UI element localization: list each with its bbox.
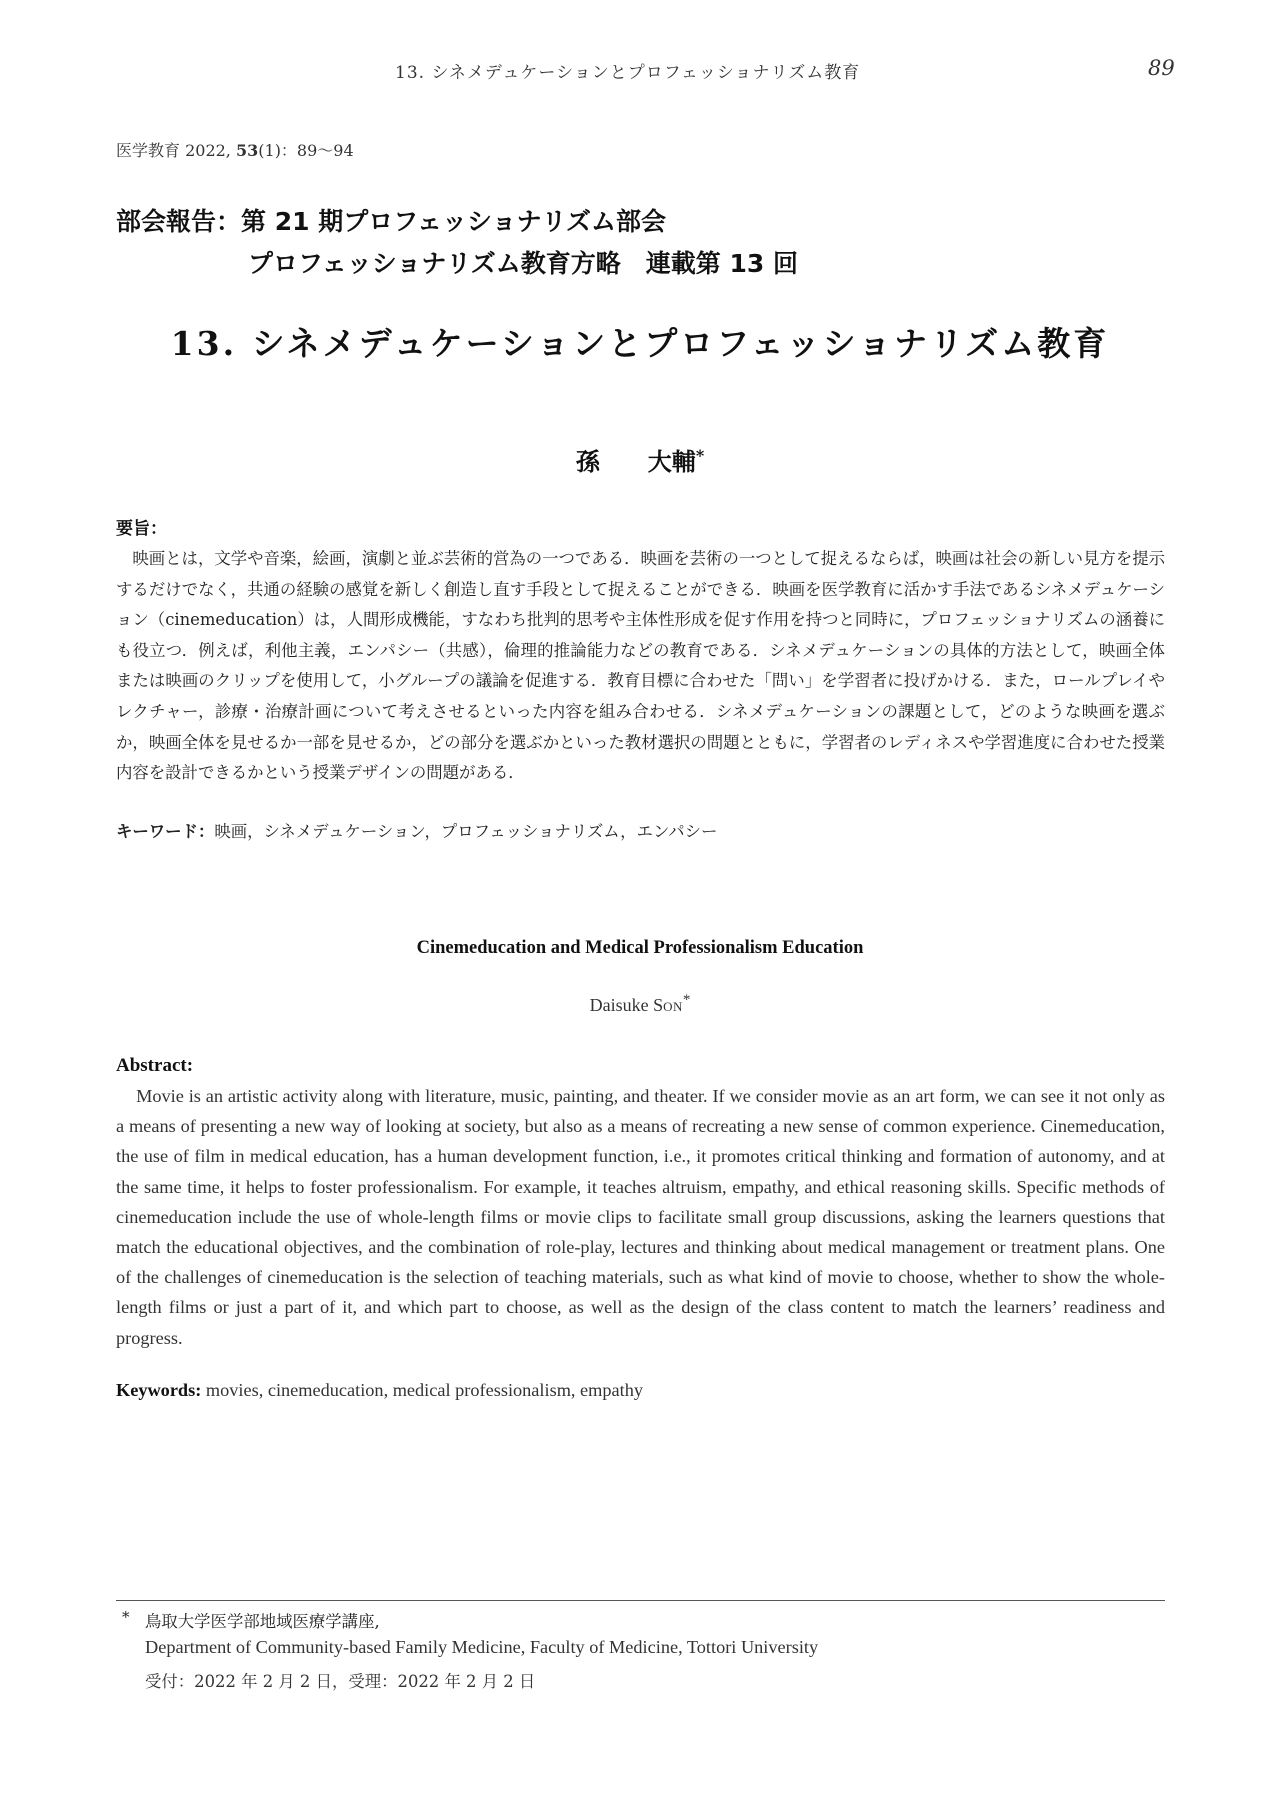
page-number: 89: [1148, 56, 1175, 80]
citation-issue-pages: (1)：89～94: [258, 141, 354, 160]
footnote-dates: 受付：2022 年 2 月 2 日，受理：2022 年 2 月 2 日: [145, 1672, 536, 1691]
citation-journal-year: 医学教育 2022,: [116, 141, 231, 160]
author-family-en: SON: [653, 995, 683, 1015]
keywords-list-en: movies, cinemeducation, medical professionalism, empathy: [205, 1380, 643, 1400]
english-title: Cinemeducation and Medical Professionalism Education: [416, 938, 864, 958]
keywords-list-jp: 映画，シネメデュケーション，プロフェッショナリズム，エンパシー: [214, 822, 718, 841]
author-mark-en: *: [682, 992, 691, 1008]
section-heading: 部会報告：第 21 期プロフェッショナリズム部会: [116, 207, 666, 236]
footnote-affiliation-jp: 鳥取大学医学部地域医療学講座,: [145, 1612, 380, 1631]
author-given-en: Daisuke: [589, 995, 649, 1015]
keywords-jp: [116, 818, 717, 842]
author-japanese: [0, 442, 1280, 477]
author-english: [0, 992, 1280, 1016]
article-title: 13. シネメデュケーションとプロフェッショナリズム教育: [170, 324, 1110, 363]
author-name-jp: 孫 大輔: [575, 447, 696, 476]
abstract-body-en: Movie is an artistic activity along with literature, music, painting, and theater. If we consider movie as an art form, we can see it not only as a means of presenting a new way of looking at society, but also as a means of recreating a new sense of common experience. Cinemeducation, the use of film in medical education, has a human development function, i.e., it promotes critical thinking and formation of autonomy, and at the same time, it helps to foster professionalism. For example, it teaches altruism, empathy, and ethical reasoning skills. Specific methods of cinemeducation include the use of whole-length films or movie clips to facilitate small group discussions, asking the learners questions that match the educational objectives, and the combination of role-play, lectures and thinking about medical management or treatment plans. One of the challenges of cinemeducation is the selection of teaching materials, such as what kind of movie to choose, whether to show the whole-length films or just a part of it, and which part to choose, as well as the design of the class content to match the learners’ readiness and progress.: [116, 1086, 1165, 1348]
keywords-en: [116, 1380, 643, 1401]
abstract-label-en: Abstract:: [116, 1055, 194, 1076]
section-subheading: プロフェッショナリズム教育方略 連載第 13 回: [248, 249, 798, 278]
keywords-label-jp: キーワード：: [116, 822, 215, 841]
keywords-label-en: Keywords:: [116, 1380, 202, 1400]
abstract-body-jp: 映画とは，文学や音楽，絵画，演劇と並ぶ芸術的営為の一つである．映画を芸術の一つとして捉えるならば，映画は社会の新しい見方を提示するだけでなく，共通の経験の感覚を新しく創造し直す手段として捉えることができる．映画を医学教育に活かす手法であるシネメデュケーション（cinemeducation）は，人間形成機能，すなわち批判的思考や主体性形成を促す作用を持つと同時に，プロフェッショナリズムの涵養にも役立つ．例えば，利他主義，エンパシー（共感），倫理的推論能力などの教育である．シネメデュケーションの具体的方法として，映画全体または映画のクリップを使用して，小グループの議論を促進する．教育目標に合わせた「問い」を学習者に投げかける．また，ロールプレイやレクチャー，診療・治療計画について考えさせるといった内容を組み合わせる．シネメデュケーションの課題として，どのような映画を選ぶか，映画全体を見せるか一部を見せるか，どの部分を選ぶかといった教材選択の問題とともに，学習者のレディネスや学習進度に合わせた授業内容を設計できるかという授業デザインの問題がある．: [116, 549, 1165, 783]
footnote-rule: [116, 1600, 1165, 1601]
running-title: 13. シネメデュケーションとプロフェッショナリズム教育: [395, 63, 861, 83]
footnote-affiliation-en: Department of Community-based Family Medicine, Faculty of Medicine, Tottori University: [145, 1637, 819, 1657]
running-header: [0, 58, 1280, 86]
citation-volume: 53: [236, 141, 259, 160]
author-mark-jp: *: [695, 446, 705, 465]
footnote-mark: *: [122, 1608, 130, 1626]
abstract-label-jp: 要旨：: [116, 519, 167, 539]
citation: [116, 138, 354, 161]
